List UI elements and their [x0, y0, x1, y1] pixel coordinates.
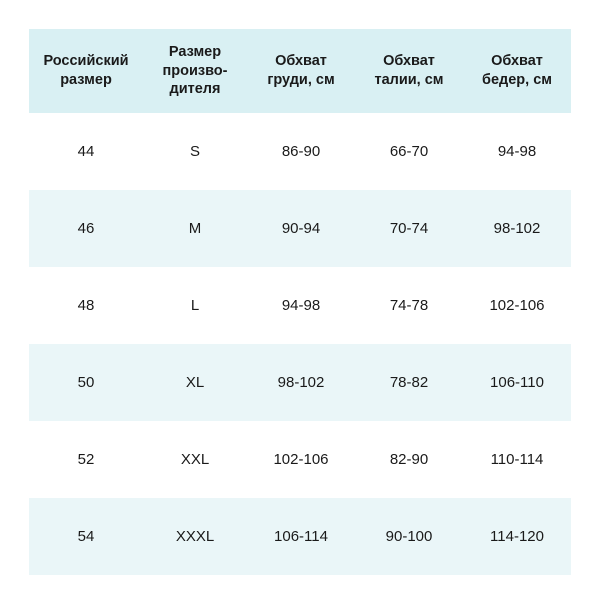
cell-manufacturer-size: XXL — [143, 421, 247, 498]
cell-russian-size: 54 — [29, 498, 143, 575]
cell-waist: 70-74 — [355, 190, 463, 267]
column-header-line: размер — [60, 71, 112, 88]
cell-chest: 94-98 — [247, 267, 355, 344]
cell-chest: 106-114 — [247, 498, 355, 575]
column-header-manufacturer-size — [143, 29, 247, 113]
table-header-row — [29, 29, 571, 113]
cell-manufacturer-size: XXXL — [143, 498, 247, 575]
table-row — [29, 498, 571, 575]
column-header-line: произво- — [162, 62, 228, 79]
cell-waist: 66-70 — [355, 113, 463, 190]
cell-russian-size: 52 — [29, 421, 143, 498]
cell-hips: 102-106 — [463, 267, 571, 344]
cell-hips: 110-114 — [463, 421, 571, 498]
table-row — [29, 113, 571, 190]
cell-chest: 98-102 — [247, 344, 355, 421]
cell-hips: 114-120 — [463, 498, 571, 575]
column-header-line: бедер, см — [482, 71, 552, 88]
cell-chest: 90-94 — [247, 190, 355, 267]
column-header-russian-size — [29, 29, 143, 113]
column-header-line: Российский — [43, 53, 129, 70]
cell-hips: 98-102 — [463, 190, 571, 267]
cell-chest: 102-106 — [247, 421, 355, 498]
column-header-line: Обхват — [383, 53, 435, 70]
table-body — [29, 113, 571, 575]
table-header — [29, 29, 571, 113]
cell-russian-size: 50 — [29, 344, 143, 421]
cell-russian-size: 46 — [29, 190, 143, 267]
column-header-line: талии, см — [374, 71, 444, 88]
column-header-line: Размер — [168, 44, 222, 60]
table-row — [29, 267, 571, 344]
cell-manufacturer-size: M — [143, 190, 247, 267]
column-header-hips — [463, 29, 571, 113]
column-header-waist — [355, 29, 463, 113]
cell-russian-size: 48 — [29, 267, 143, 344]
cell-hips: 94-98 — [463, 113, 571, 190]
table-row — [29, 421, 571, 498]
size-chart-table — [29, 29, 571, 575]
cell-manufacturer-size: XL — [143, 344, 247, 421]
cell-hips: 106-110 — [463, 344, 571, 421]
cell-waist: 78-82 — [355, 344, 463, 421]
cell-chest: 86-90 — [247, 113, 355, 190]
cell-waist: 74-78 — [355, 267, 463, 344]
column-header-line: дителя — [169, 81, 221, 98]
cell-waist: 90-100 — [355, 498, 463, 575]
column-header-line: Обхват — [275, 53, 327, 70]
cell-waist: 82-90 — [355, 421, 463, 498]
column-header-chest — [247, 29, 355, 113]
table-row — [29, 190, 571, 267]
cell-russian-size: 44 — [29, 113, 143, 190]
column-header-line: Обхват — [491, 53, 543, 70]
table-row — [29, 344, 571, 421]
cell-manufacturer-size: S — [143, 113, 247, 190]
column-header-line: груди, см — [267, 71, 335, 88]
cell-manufacturer-size: L — [143, 267, 247, 344]
